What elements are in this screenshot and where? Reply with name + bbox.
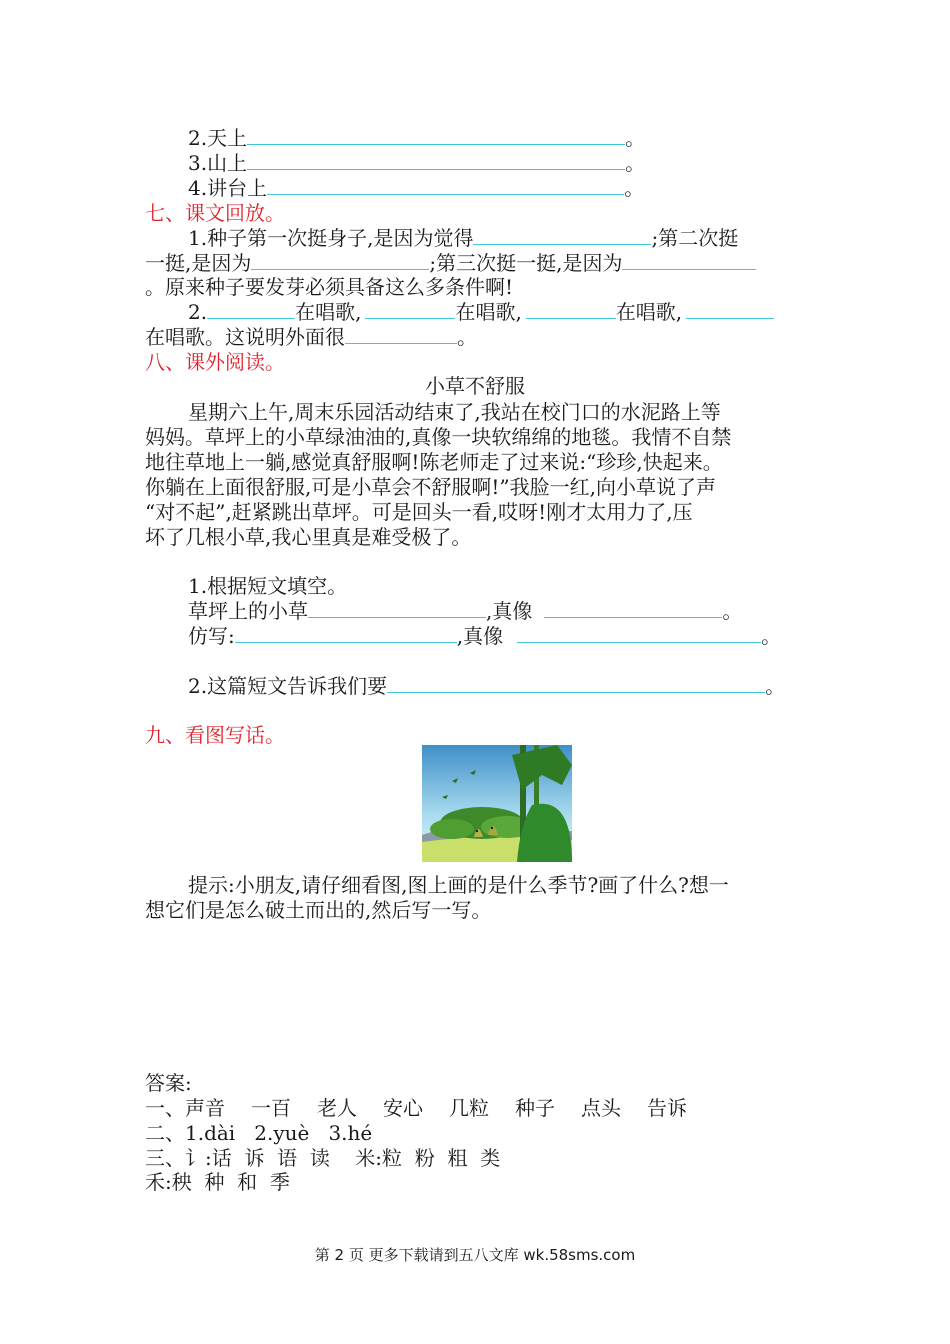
reading-q1-line1: 草坪上的小草 ,真像 。 xyxy=(188,599,743,623)
answer-blank[interactable] xyxy=(473,226,651,245)
answer-blank[interactable] xyxy=(387,674,765,693)
answer-word: 一百 xyxy=(251,1096,291,1120)
review-q2-line1: 2. 在唱歌, 在唱歌, 在唱歌, xyxy=(188,300,774,325)
answers-part1: 一、声音 一百 老人 安心 几粒 种子 点头 告诉 xyxy=(145,1096,687,1120)
story-line: “对不起”,赶紧跳出草坪。可是回头一看,哎呀!刚才太用力了,压 xyxy=(145,500,693,524)
answers-part3: 三、讠:话 诉 语 读 米:粒 粉 粗 类 xyxy=(145,1146,501,1170)
answer-blank[interactable] xyxy=(308,599,486,618)
answer-word: 安心 xyxy=(383,1096,423,1120)
answer-blank[interactable] xyxy=(686,300,774,319)
answer-word: 几粒 xyxy=(449,1096,489,1120)
answer-blank[interactable] xyxy=(544,599,722,618)
story-line: 地往草地上一躺,感觉真舒服啊!陈老师走了过来说:“珍珍,快起来。 xyxy=(145,450,723,474)
review-q1-line2: 一挺,是因为 ;第三次挺一挺,是因为 xyxy=(145,251,756,276)
answer-word: 种子 xyxy=(515,1096,555,1120)
answers-part3-cont: 禾:秧 种 和 季 xyxy=(145,1170,290,1194)
answer-word: 老人 xyxy=(317,1096,357,1120)
answer-blank[interactable] xyxy=(247,151,625,170)
review-q2-line2: 在唱歌。这说明外面很 。 xyxy=(145,325,477,349)
writing-tip-line1: 提示:小朋友,请仔细看图,图上画的是什么季节?画了什么?想一 xyxy=(188,873,729,897)
answer-blank[interactable] xyxy=(251,251,429,270)
answer-blank[interactable] xyxy=(235,624,457,643)
reading-q1-line2: 仿写: ,真像 。 xyxy=(188,624,782,648)
answer-blank[interactable] xyxy=(267,176,624,195)
answer-blank[interactable] xyxy=(345,325,457,344)
answers-title: 答案: xyxy=(145,1071,192,1095)
answer-blank[interactable] xyxy=(247,126,625,145)
review-q1-line3: 。原来种子要发芽必须具备这么多条件啊! xyxy=(145,275,514,299)
answer-blank[interactable] xyxy=(365,300,455,319)
fill-line-sky: 2.天上 。 xyxy=(188,126,646,150)
story-line: 坏了几根小草,我心里真是难受极了。 xyxy=(145,525,472,549)
story-line: 妈妈。草坪上的小草绿油油的,真像一块软绵绵的地毯。我情不自禁 xyxy=(145,425,732,449)
story-line: 你躺在上面很舒服,可是小草会不舒服啊!”我脸一红,向小草说了声 xyxy=(145,475,716,499)
answer-blank[interactable] xyxy=(526,300,616,319)
fill-line-podium: 4.讲台上 。 xyxy=(188,176,645,200)
answer-blank[interactable] xyxy=(207,300,295,319)
review-q1-line1: 1.种子第一次挺身子,是因为觉得 ;第二次挺 xyxy=(188,226,739,250)
answer-word: 点头 xyxy=(581,1096,621,1120)
section-heading-reading: 八、课外阅读。 xyxy=(145,350,285,374)
answers-part2: 二、1.dài 2.yuè 3.hé xyxy=(145,1121,373,1145)
spring-bamboo-illustration xyxy=(422,745,572,862)
answer-blank[interactable] xyxy=(622,251,756,270)
story-line: 星期六上午,周末乐园活动结束了,我站在校门口的水泥路上等 xyxy=(188,400,721,424)
story-title: 小草不舒服 xyxy=(425,374,525,398)
reading-q1-title: 1.根据短文填空。 xyxy=(188,574,348,598)
fill-line-mountain: 3.山上 。 xyxy=(188,151,646,175)
section-heading-review: 七、课文回放。 xyxy=(145,201,285,225)
writing-tip-line2: 想它们是怎么破土而出的,然后写一写。 xyxy=(145,898,492,922)
reading-q2: 2.这篇短文告诉我们要 。 xyxy=(188,674,786,698)
section-heading-picture-writing: 九、看图写话。 xyxy=(145,723,285,747)
page-footer: 第 2 页 更多下载请到五八文库 wk.58sms.com xyxy=(314,1246,636,1264)
answer-blank[interactable] xyxy=(517,624,761,643)
answer-word: 告诉 xyxy=(647,1096,687,1120)
answer-word: 声音 xyxy=(185,1096,225,1120)
